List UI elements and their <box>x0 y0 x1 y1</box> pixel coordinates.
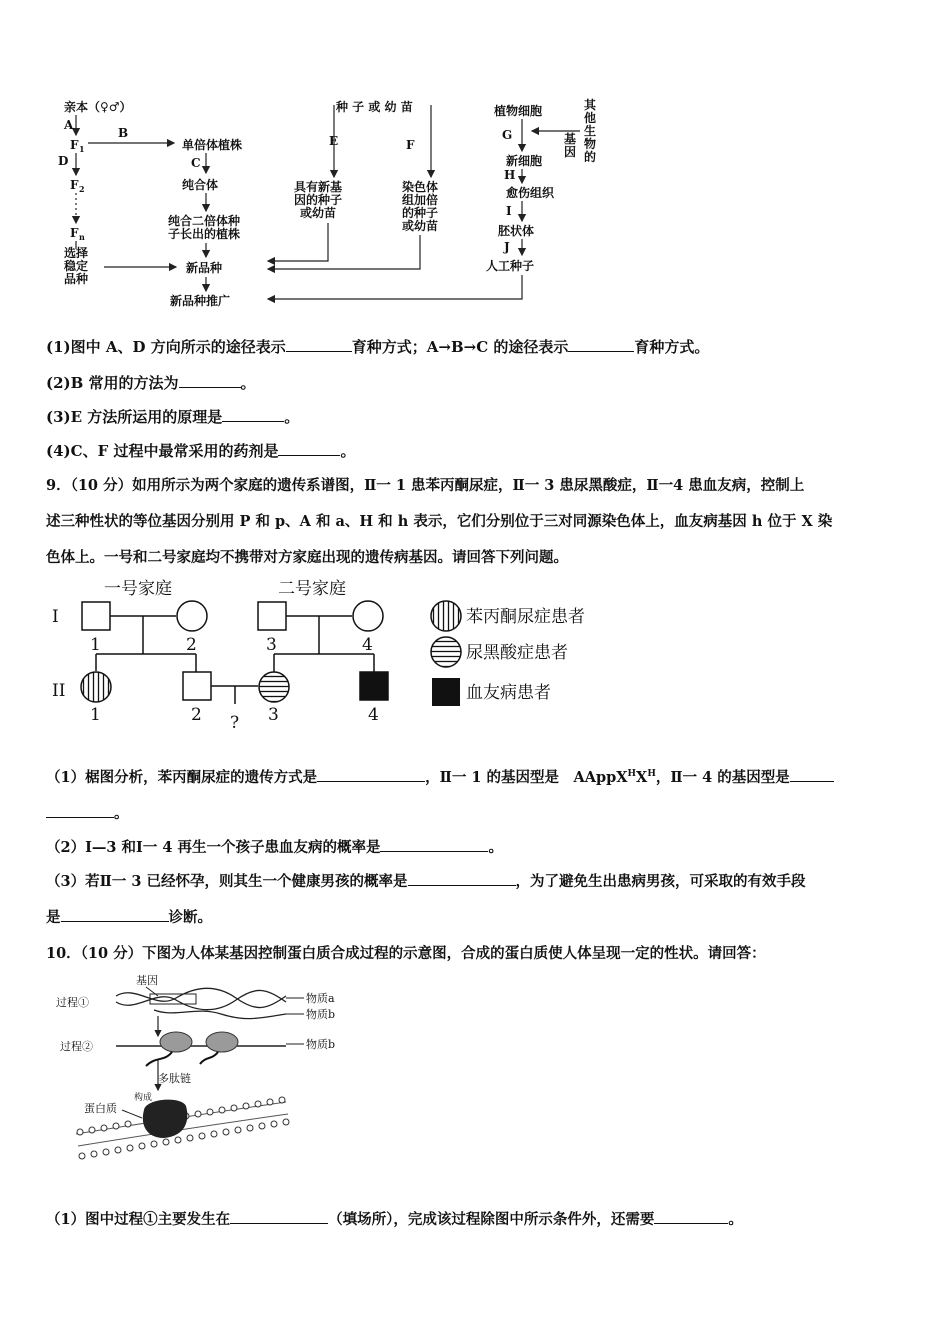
substance-a-label: 物质a <box>306 992 335 1005</box>
chromo-line-4: 或幼苗 <box>402 219 439 233</box>
answer-blank[interactable] <box>61 907 169 922</box>
protein-synthesis-diagram <box>46 970 346 1175</box>
q9-part1-cont: 。 <box>46 802 129 823</box>
mrna-strand <box>154 1010 286 1019</box>
fn-label: F <box>70 226 79 240</box>
i4-num: 4 <box>362 635 373 655</box>
i3-num: 3 <box>266 635 277 655</box>
answer-blank[interactable] <box>46 803 114 818</box>
f2-sub: 2 <box>79 184 85 194</box>
step-b-label: B <box>118 126 129 140</box>
legend-alkaptonuria-label: 尿黑酸症患者 <box>466 643 568 663</box>
legend-hemophilia-symbol <box>432 678 460 706</box>
pure-label: 纯合体 <box>182 178 219 192</box>
new-gene-line-3: 或幼苗 <box>300 206 337 220</box>
f1-label: F <box>70 138 79 152</box>
ribosome-1 <box>160 1032 192 1052</box>
gene-label: 基因 <box>136 974 158 987</box>
dna-strand-a <box>116 988 286 1007</box>
form-label: 构成 <box>134 1093 153 1103</box>
ii2-male <box>183 672 211 700</box>
answer-blank[interactable] <box>380 837 488 852</box>
i1-male <box>82 602 110 630</box>
diploid-line-2: 子长出的植株 <box>168 227 241 241</box>
i2-female <box>177 601 207 631</box>
legend-hemophilia-label: 血友病患者 <box>466 683 551 703</box>
other-4: 物 <box>584 137 597 151</box>
q8-part1: (1)图中 A、D 方向所示的途径表示 育种方式；A→B→C 的途径表示 育种方式。 <box>46 338 710 356</box>
breeding-diagram <box>46 95 616 315</box>
ii3-num: 3 <box>268 705 279 725</box>
ii3-alkaptonuria-female <box>259 672 289 702</box>
ii1-pku-female <box>81 672 111 702</box>
q8-part4: (4)C、F 过程中最常采用的药剂是 。 <box>46 442 356 460</box>
answer-blank[interactable] <box>790 767 834 782</box>
membrane-protein <box>143 1100 188 1138</box>
new-gene-line-2: 因的种子 <box>294 193 343 207</box>
new-variety-label: 新品种 <box>186 261 223 275</box>
i3-male <box>258 602 286 630</box>
ii2-num: 2 <box>191 705 202 725</box>
fn-sub: n <box>79 232 85 242</box>
other-5: 的 <box>584 150 597 164</box>
step-a-label: A <box>64 118 74 132</box>
substance-b-label-2: 物质b <box>306 1038 336 1051</box>
answer-blank[interactable] <box>568 337 634 352</box>
step-f-label: F <box>406 138 415 152</box>
answer-blank[interactable] <box>654 1209 728 1224</box>
ii1-num: 1 <box>90 705 101 725</box>
family1-title: 一号家庭 <box>104 579 172 599</box>
new-gene-line-1: 具有新基 <box>294 180 343 194</box>
ribosome-2 <box>206 1032 238 1052</box>
step-h-label: H <box>504 168 516 182</box>
plant-cell-label: 植物细胞 <box>494 104 543 118</box>
step-i-label: I <box>506 204 512 218</box>
q9-part2: （2）Ⅰ—3 和Ⅰ一 4 再生一个孩子患血友病的概率是 。 <box>46 839 503 856</box>
q8-part2: (2)B 常用的方法为 。 <box>46 374 256 392</box>
substance-b-label-1: 物质b <box>306 1008 336 1021</box>
ii4-hemophilia-male <box>360 672 388 700</box>
answer-blank[interactable] <box>286 337 352 352</box>
unknown-child: ? <box>230 713 240 733</box>
select-line-3: 品种 <box>64 272 89 286</box>
legend-pku-symbol <box>431 601 461 631</box>
q9-part3: （3）若Ⅱ一 3 已经怀孕，则其生一个健康男孩的概率是 ，为了避免生出患病男孩，可采取的有效手段 <box>46 873 806 890</box>
q9-intro-1: 9．（10 分）如用所示为两个家庭的遗传系谱图，Ⅱ一 1 患苯丙酮尿症，Ⅱ一 3 患尿黑酸症，Ⅱ一4 患血友病，控制上 <box>46 477 805 494</box>
answer-blank[interactable] <box>317 767 425 782</box>
step-j-label: J <box>504 240 510 254</box>
process1-label: 过程① <box>56 996 89 1009</box>
dna-strand-b <box>116 990 286 1009</box>
artificial-seed-label: 人工种子 <box>486 259 535 273</box>
gene-1: 基 <box>564 132 577 146</box>
step-e-label: E <box>329 134 339 148</box>
q9-intro-3: 色体上。一号和二号家庭均不携带对方家庭出现的遗传病基因。请回答下列问题。 <box>46 549 568 566</box>
f2-label: F <box>70 178 79 192</box>
gene-2: 因 <box>564 145 577 159</box>
select-line-2: 稳定 <box>64 259 89 273</box>
q10-part1: （1）图中过程①主要发生在 （填场所），完成该过程除图中所示条件外，还需要 。 <box>46 1211 743 1228</box>
ii4-num: 4 <box>368 705 379 725</box>
gen-ii-label: II <box>52 681 66 701</box>
protein-label: 蛋白质 <box>84 1102 117 1115</box>
i4-female <box>353 601 383 631</box>
peptide-label: 多肽链 <box>158 1072 191 1085</box>
seed-label: 种 子 或 幼 苗 <box>336 100 413 114</box>
peptide-chain <box>146 1052 172 1066</box>
family2-title: 二号家庭 <box>278 579 346 599</box>
gen-i-label: I <box>52 607 59 627</box>
other-2: 他 <box>584 111 597 125</box>
answer-blank[interactable] <box>230 1209 328 1224</box>
q9-part1: （1）椐图分析，苯丙酮尿症的遗传方式是 ，Ⅱ一 1 的基因型是 $AAppX^HX^H$，Ⅱ一 4 的基因型是 <box>46 766 834 787</box>
i1-num: 1 <box>90 635 101 655</box>
promote-label: 新品种推广 <box>170 294 231 308</box>
f1-sub: 1 <box>79 144 85 154</box>
callus-label: 愈伤组织 <box>506 186 555 200</box>
answer-blank[interactable] <box>222 407 284 422</box>
step-d-label: D <box>58 154 69 168</box>
q9-intro-2: 述三种性状的等位基因分别用 P 和 p、A 和 a、H 和 h 表示，它们分别位于三对同源染色体上，血友病基因 h 位于 X 染 <box>46 513 833 530</box>
legend-alkaptonuria-symbol <box>431 637 461 667</box>
parent-label: 亲本（♀♂） <box>64 100 132 114</box>
other-1: 其 <box>584 98 597 112</box>
step-g-label: G <box>502 128 513 142</box>
legend-pku-label: 苯丙酮尿症患者 <box>466 607 585 627</box>
answer-blank[interactable] <box>278 441 340 456</box>
select-line-1: 选择 <box>64 246 89 260</box>
diploid-line-1: 纯合二倍体种 <box>168 214 241 228</box>
chromo-line-2: 组加倍 <box>402 193 439 207</box>
step-c-label: C <box>191 156 201 170</box>
answer-blank[interactable] <box>179 373 241 388</box>
other-3: 生 <box>584 124 597 138</box>
pedigree-chart <box>46 574 606 734</box>
chromo-line-1: 染色体 <box>402 180 439 194</box>
i2-num: 2 <box>186 635 197 655</box>
embryoid-label: 胚状体 <box>498 224 535 238</box>
new-cell-label: 新细胞 <box>506 154 543 168</box>
process2-label: 过程② <box>60 1040 93 1053</box>
chromo-line-3: 的种子 <box>402 206 439 220</box>
q8-part3: (3)E 方法所运用的原理是 。 <box>46 408 300 426</box>
q10-intro: 10．（10 分）下图为人体某基因控制蛋白质合成过程的示意图，合成的蛋白质使人体呈现一定的性状。请回答： <box>46 945 766 962</box>
q9-part3-cont: 是 诊断。 <box>46 909 212 926</box>
answer-blank[interactable] <box>408 871 516 886</box>
haploid-label: 单倍体植株 <box>182 138 243 152</box>
